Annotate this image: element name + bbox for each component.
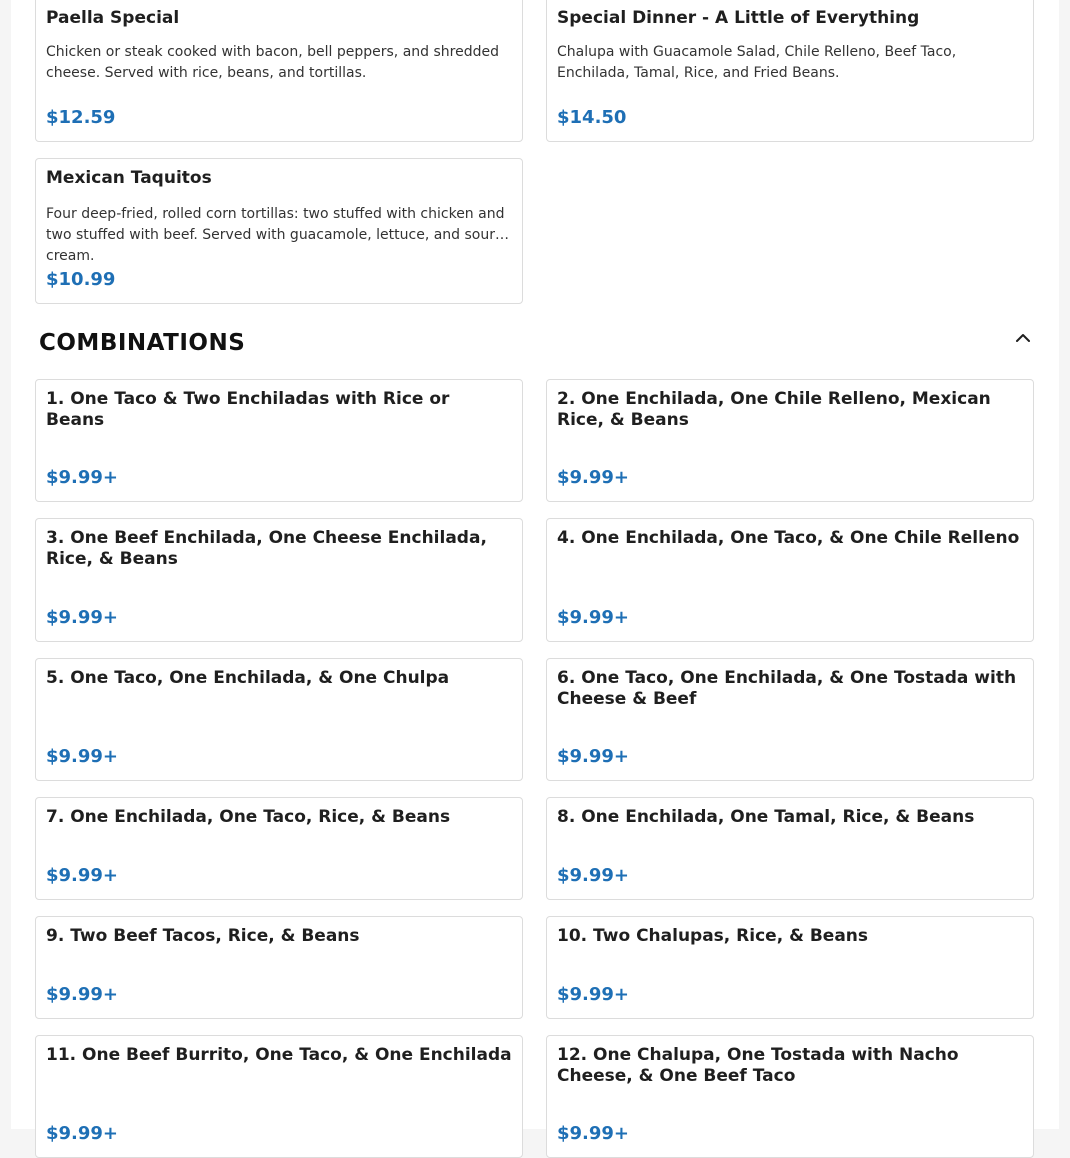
menu-item-name: 11. One Beef Burrito, One Taco, & One Enchilada <box>46 1045 512 1065</box>
menu-item-price: $14.50 <box>557 107 627 128</box>
menu-item-card[interactable] <box>546 916 1034 1019</box>
menu-item-description: Chicken or steak cooked with bacon, bell peppers, and shredded cheese. Served with rice, beans, and tortillas. <box>46 44 499 81</box>
menu-item-card[interactable] <box>35 0 523 142</box>
menu-item-description: Chalupa with Guacamole Salad, Chile Relleno, Beef Taco, Enchilada, Tamal, Rice, and Fried Beans. <box>557 44 957 81</box>
menu-item-price: $9.99+ <box>46 984 119 1005</box>
menu-item-price: $9.99+ <box>557 1123 630 1144</box>
menu-item-name: Paella Special <box>46 8 180 28</box>
menu-item-name: Mexican Taquitos <box>46 168 212 188</box>
menu-item-name: 9. Two Beef Tacos, Rice, & Beans <box>46 926 360 946</box>
menu-item-name: 4. One Enchilada, One Taco, & One Chile Relleno <box>557 528 1020 548</box>
menu-item-card[interactable] <box>546 518 1034 642</box>
menu-item-price: $10.99 <box>46 269 116 290</box>
section-title: COMBINATIONS <box>39 330 246 356</box>
menu-item-price: $9.99+ <box>557 746 630 767</box>
menu-item-description: Four deep-fried, rolled corn tortillas: two stuffed with chicken and two stuffed with beef. Served with guacamole, lettuce, and sour cream. <box>46 206 505 264</box>
menu-item-card[interactable] <box>35 1035 523 1158</box>
menu-item-card[interactable] <box>35 379 523 502</box>
menu-item-card[interactable] <box>35 797 523 900</box>
collapse-section-button[interactable] <box>1011 326 1035 350</box>
menu-item-price: $9.99+ <box>557 984 630 1005</box>
menu-item-name: Special Dinner - A Little of Everything <box>557 8 920 28</box>
menu-item-card[interactable] <box>546 1035 1034 1158</box>
menu-item-card[interactable] <box>35 518 523 642</box>
menu-item-card[interactable] <box>35 658 523 781</box>
menu-item-name: 2. One Enchilada, One Chile Relleno, Mexican Rice, & Beans <box>557 389 991 430</box>
combinations-section-header[interactable] <box>35 318 1035 370</box>
menu-item-name: 12. One Chalupa, One Tostada with Nacho Cheese, & One Beef Taco <box>557 1045 959 1086</box>
menu-item-card[interactable] <box>546 379 1034 502</box>
menu-item-card[interactable] <box>546 0 1034 142</box>
menu-item-price: $9.99+ <box>557 467 630 488</box>
menu-item-price: $9.99+ <box>46 746 119 767</box>
menu-item-price: $9.99+ <box>557 865 630 886</box>
menu-item-name: 10. Two Chalupas, Rice, & Beans <box>557 926 869 946</box>
chevron-up-icon <box>1011 326 1035 350</box>
menu-item-card[interactable] <box>35 916 523 1019</box>
menu-item-price: $12.59 <box>46 107 116 128</box>
menu-item-price: $9.99+ <box>557 607 630 628</box>
menu-item-price: $9.99+ <box>46 607 119 628</box>
menu-item-name: 1. One Taco & Two Enchiladas with Rice or Beans <box>46 389 450 430</box>
menu-item-card[interactable] <box>546 658 1034 781</box>
menu-item-price: $9.99+ <box>46 1123 119 1144</box>
menu-item-price: $9.99+ <box>46 865 119 886</box>
menu-item-name: 3. One Beef Enchilada, One Cheese Enchilada, Rice, & Beans <box>46 528 487 569</box>
menu-item-name: 6. One Taco, One Enchilada, & One Tostada with Cheese & Beef <box>557 668 1017 709</box>
menu-item-price: $9.99+ <box>46 467 119 488</box>
menu-item-name: 7. One Enchilada, One Taco, Rice, & Beans <box>46 807 451 827</box>
menu-page <box>11 0 1059 1144</box>
menu-item-name: 5. One Taco, One Enchilada, & One Chulpa <box>46 668 450 688</box>
menu-item-name: 8. One Enchilada, One Tamal, Rice, & Beans <box>557 807 975 827</box>
menu-item-card[interactable] <box>35 158 523 304</box>
menu-item-card[interactable] <box>546 797 1034 900</box>
